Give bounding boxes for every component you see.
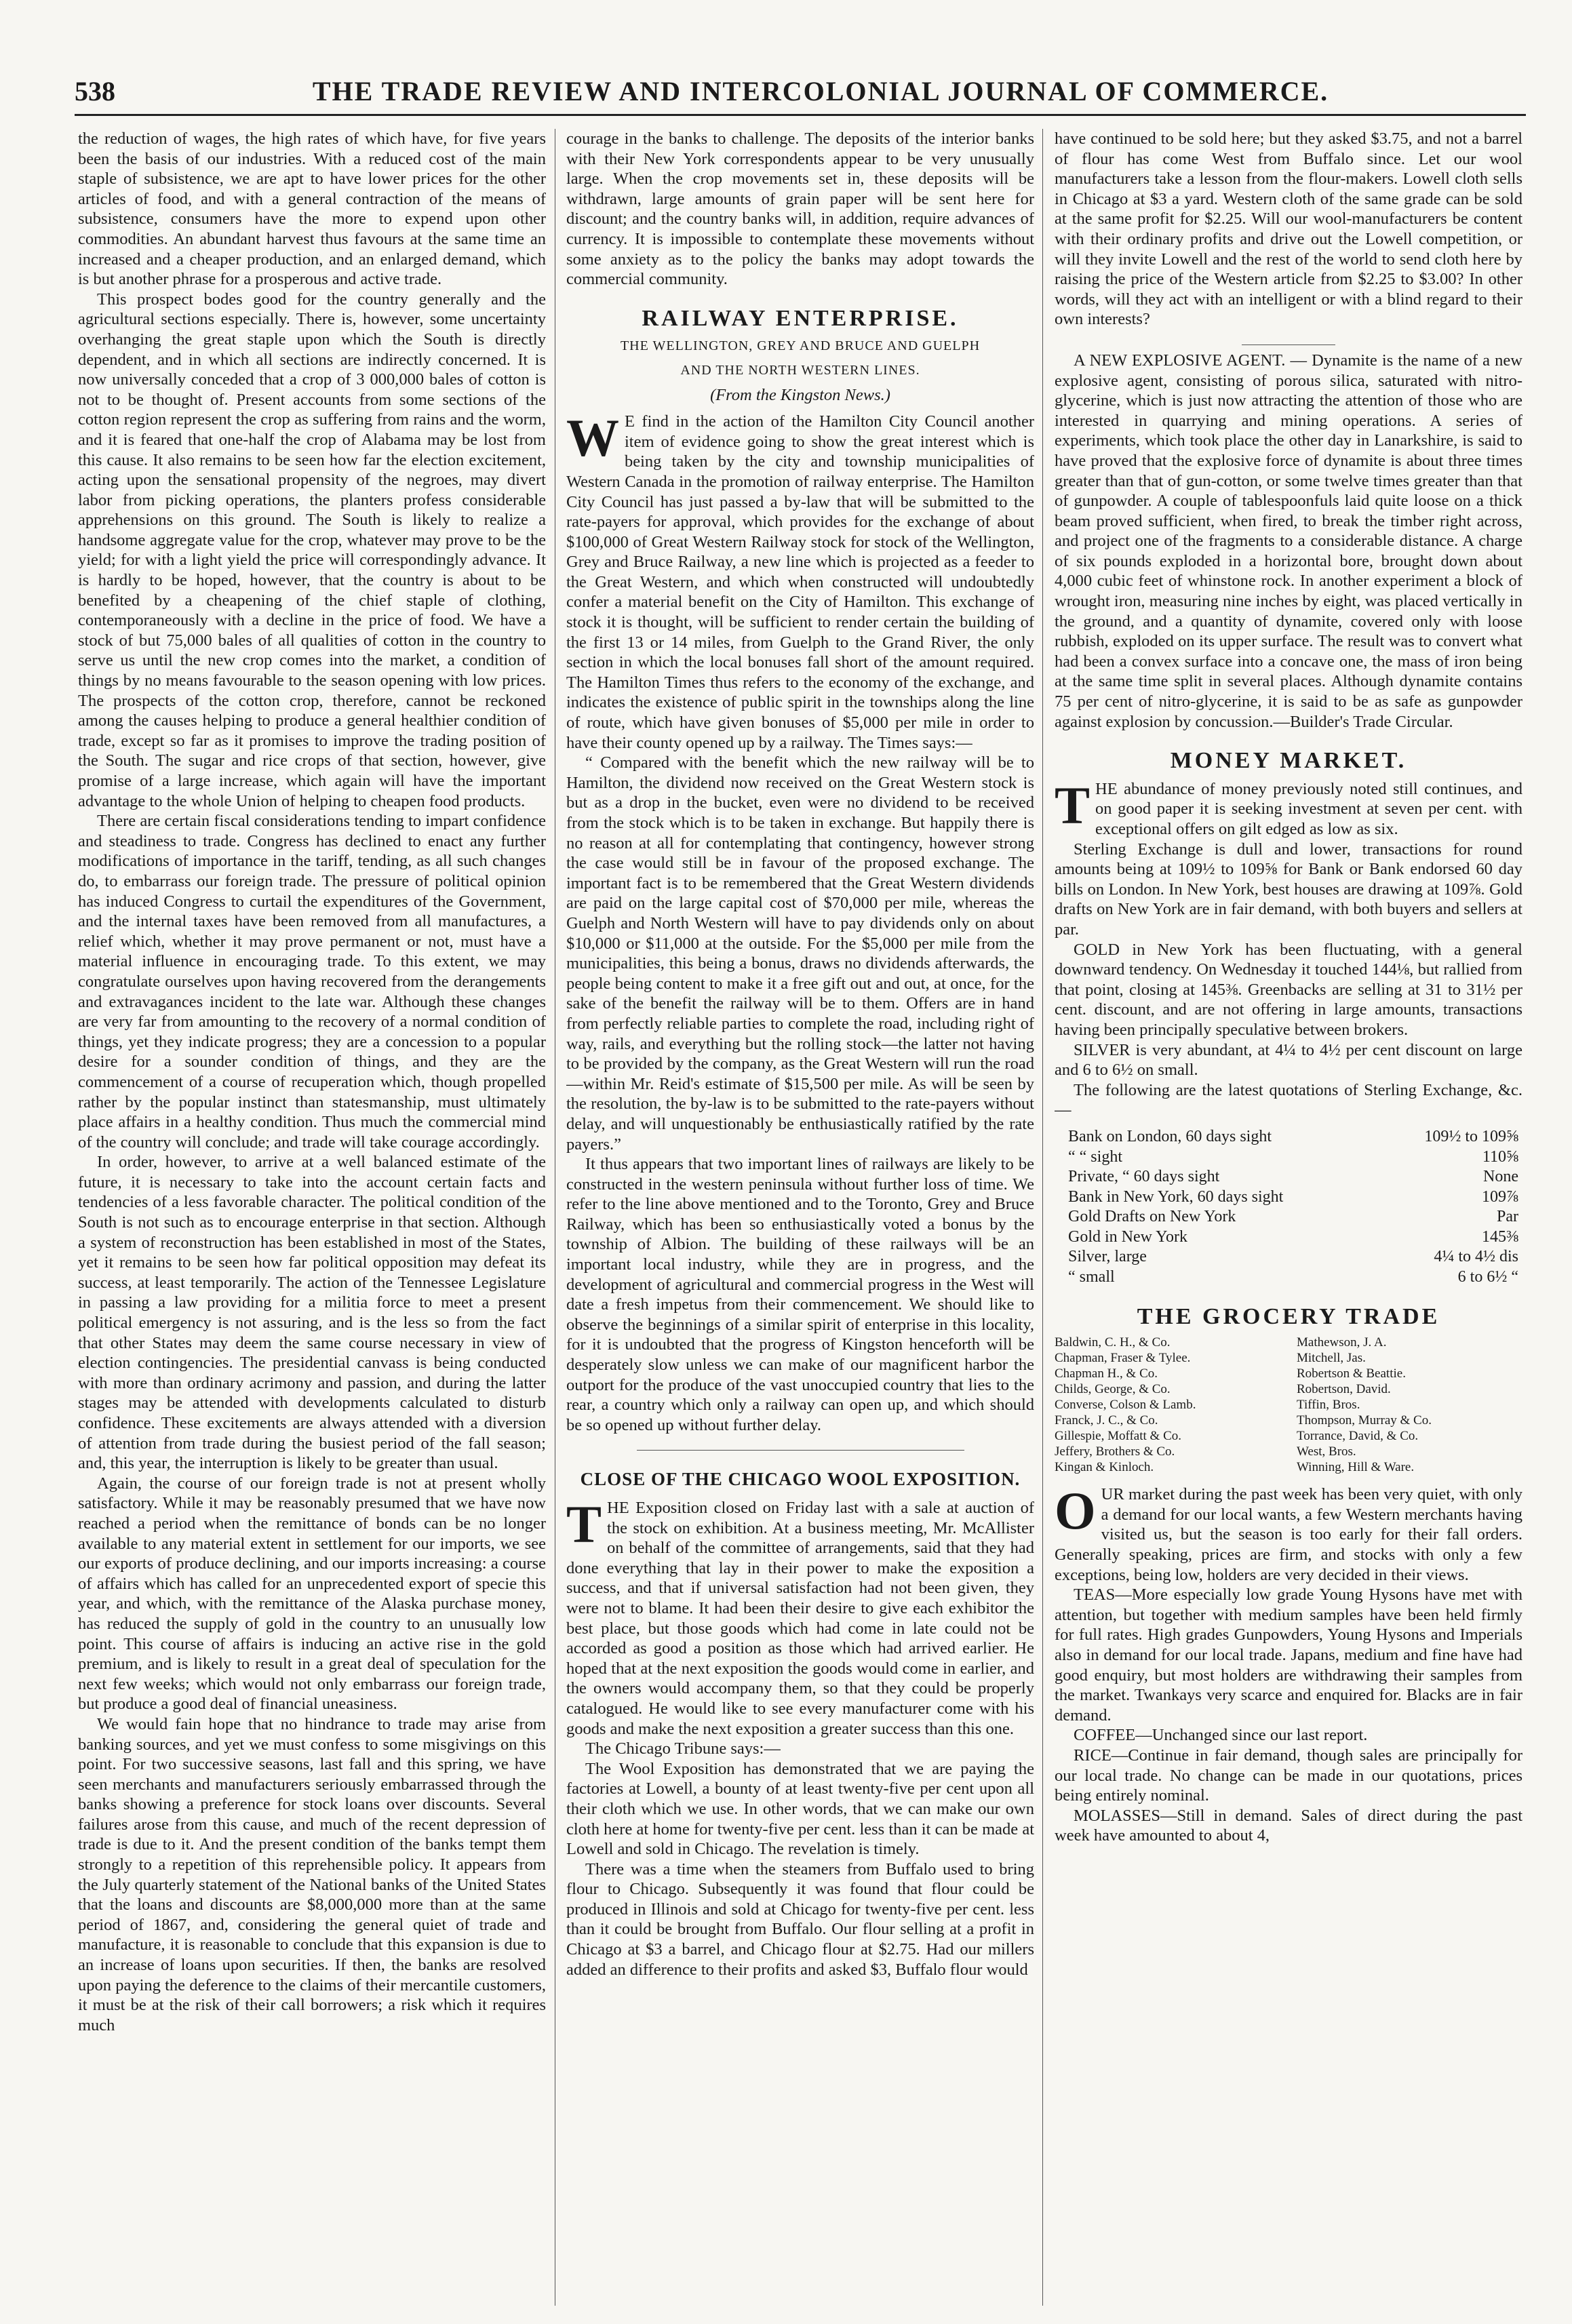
rate-row	[1068, 1227, 1522, 1248]
grocer-firm: Tiffin, Bros.	[1297, 1398, 1360, 1413]
rate-value: None	[1483, 1168, 1518, 1186]
page-header	[75, 60, 1526, 116]
paragraph-text: UR market during the past week has been very quiet, with only a demand for our local wants, a few Western merchants having visited us, but the season is too early for their fall orders. Generally speaking, prices are firm, and stocks with only a few exceptions, being low, holders are very decided in their views.	[1055, 1485, 1522, 1584]
rate-row	[1068, 1167, 1522, 1187]
grocer-firm: Converse, Colson & Lamb.	[1055, 1398, 1196, 1413]
rate-row	[1068, 1127, 1522, 1147]
article-paragraph: This prospect bodes good for the country generally and the agricultural sections especially. There is, however, some uncertainty overhanging the great staple upon which the South is directly dependent, and in which all sections are indirectly concerned. It is now universally conceded that a crop of 3 000,000 bales of cotton is not to be thought of. Present accounts from some sections of the cotton region represent the crop as suffering from rains and the worm, and it is feared that one-half the crop of Alabama may be lost from this cause. It also remains to be seen how far the election excitement, acting upon the sensational propensity of the negroes, may divert labor from picking operations, the planters profess considerable apprehensions on this ground. The South is likely to realize a handsome aggregate value for the crop, whatever may prove to be the yield; for with a light yield the price will correspondingly advance. It is hardly to be hoped, however, that the country is about to be benefited by a cheapening of the chief staple of clothing, contemporaneously with a decline in the price of food. We have a stock of but 75,000 bales of all qualities of cotton in the country to serve us until the new crop comes into the market, a condition of things by no means favourable to the season opening with low prices. The prospects of the cotton crop, therefore, cannot be reckoned among the causes helping to produce a general healthier condition of trade, except so far as it promises to improve the trading position of the South. The sugar and rice crops of that section, however, give promise of a large increase, which again will have the important advantage to the whole Union of helping to cheapen food products.	[78, 290, 546, 810]
article-paragraph: SILVER is very abundant, at 4¼ to 4½ per cent discount on large and 6 to 6½ on small.	[1055, 1040, 1522, 1080]
rate-label: “ small	[1068, 1268, 1115, 1286]
column-2	[566, 129, 1034, 2299]
drop-cap: W	[566, 408, 619, 468]
article-paragraph	[566, 408, 1034, 753]
article-paragraph: The Wool Exposition has demonstrated that we are paying the factories at Lowell, a bounty of at least twenty-five per cent upon all their cloth which we use. In other words, that we can make our own cloth here at home for twenty-five per cent. less than it can be made at Lowell and sold in Chicago. The revelation is timely.	[566, 1759, 1034, 1859]
exchange-rates-table	[1068, 1127, 1522, 1288]
rate-value: 6 to 6½ “	[1457, 1268, 1518, 1286]
rate-label: Silver, large	[1068, 1248, 1147, 1266]
article-paragraph: MOLASSES—Still in demand. Sales of direct during the past week have amounted to about 4,	[1055, 1806, 1522, 1845]
grocer-firm: Kingan & Kinloch.	[1055, 1460, 1154, 1475]
grocer-firm: Gillespie, Moffatt & Co.	[1055, 1429, 1181, 1444]
article-paragraph: GOLD in New York has been fluctuating, with a general downward tendency. On Wednesday it touched 144⅛, but rallied from that point, closing at 145⅜. Greenbacks are selling at 31 to 31½ per cent. discount, and are not offering in large amounts, transactions having been principally speculative between brokers.	[1055, 940, 1522, 1039]
masthead: THE TRADE REVIEW AND INTERCOLONIAL JOURNAL OF COMMERCE.	[312, 76, 1329, 106]
rate-value: Par	[1497, 1208, 1518, 1226]
rate-label: Private, “ 60 days sight	[1068, 1168, 1220, 1186]
article-paragraph: There was a time when the steamers from Buffalo used to bring flour to Chicago. Subsequently it was found that flour could be produced in Illinois and sold at Chicago for twenty-five per cent. less than it could be brought from Buffalo. Our flour selling at a profit in Chicago at $3 a barrel, and Chicago flour at $2.75. Had our millers added an difference to their profits and asked $3, Buffalo flour would	[566, 1859, 1034, 1979]
grocer-list	[1055, 1335, 1522, 1475]
explosive-paragraph: A NEW EXPLOSIVE AGENT. — Dynamite is the name of a new explosive agent, consisting of porous silica, saturated with nitro-glycerine, which is just now attracting the attention of those who are interested in quarrying and mining operations. A series of experiments, which took place the other day in Lanarkshire, is said to have proved that the explosive force of dynamite is about three times greater than that of gun-cotton, or some twelve times greater than that of gunpowder. A couple of tablespoonfuls laid quite loose on a thick beam proved sufficient, when fired, to break the timber right across, and project one of the fragments to a considerable distance. A charge of six pounds exploded in a horizontal bore, brought down about 4,000 cubic feet of whinstone rock. In another experiment a block of wrought iron, measuring nine inches by eight, was placed vertically in the ground, and a quantity of dynamite, covered only with loose rubbish, exploded on its upper surface. The result was to convert what had been a convex surface into a concave one, the mass of iron being at the same time split in several places. Although dynamite contains 75 per cent of nitro-glycerine, it is said to be as safe as gunpowder against explosion by concussion.—Builder's Trade Circular.	[1055, 351, 1522, 731]
rate-value: 109½ to 109⅝	[1424, 1127, 1518, 1145]
article-paragraph: COFFEE—Unchanged since our last report.	[1074, 1726, 1368, 1745]
column-1	[78, 129, 546, 2299]
rate-label: Bank in New York, 60 days sight	[1068, 1187, 1284, 1206]
grocer-firm: Baldwin, C. H., & Co.	[1055, 1335, 1171, 1350]
article-paragraph: have continued to be sold here; but they asked $3.75, and not a barrel of flour has come West from Buffalo since. Let our wool manufacturers take a lesson from the flour-makers. Lowell cloth sells in Chicago at $3 a yard. Western cloth of the same grade can be sold at the same profit for $2.25. Will our wool-manufacturers be content with their ordinary profits and drive out the Lowell competition, or will they invite Lowell and the rest of the world to send cloth here by raising the price of the Western article from $2.25 to $3.00? In other words, will they act with an intelligent or with a blind regard to their own interests?	[1055, 130, 1522, 329]
paragraph-text: E find in the action of the Hamilton City Council another item of evidence going to show the great interest which is being taken by the city and township municipalities of Western Canada in the promotion of railway enterprise. The Hamilton City Council has just passed a by-law that will be submitted to the rate-payers for approval, which provides for the exchange of about $100,000 of Great Western Railway stock for stock of the Wellington, Grey and Bruce Railway, a new line which is projected as a feeder to the Great Western, and which when constructed will undoubtedly confer a material benefit on the City of Hamilton. This exchange of stock it is thought, will be sufficient to render certain the building of the first 13 or 14 miles, from Guelph to the Grand River, the only section in which the local bonuses fall short of the amount required. The Hamilton Times thus refers to the economy of the exchange, and indicates the existence of public spirit in the townships along the line of route, which have given bonuses of $5,000 per mile in order to have their county opened up by a railway. The Times says:—	[566, 412, 1034, 752]
grocer-firm: West, Bros.	[1297, 1444, 1356, 1459]
rate-label: Gold Drafts on New York	[1068, 1208, 1236, 1226]
article-paragraph: TEAS—More especially low grade Young Hysons have met with attention, but together with medium samples have been held firmly for full rates. High grades Gunpowders, Young Hysons and Imperials also in demand for our local trade. Japans, medium and fine have had good enquiry, but most holders are withdrawing their samples from the market. Twankays very scarce and enquired for. Blacks are in fair demand.	[1055, 1586, 1522, 1725]
article-paragraph	[566, 1495, 1034, 1739]
wool-heading: CLOSE OF THE CHICAGO WOOL EXPOSITION.	[580, 1469, 1021, 1490]
article-paragraph	[1055, 775, 1522, 840]
article-paragraph: It thus appears that two important lines of railways are likely to be constructed in the western peninsula without further loss of time. We refer to the line above mentioned and to the Toronto, Grey and Bruce Railway, which has been so enthusiastically voted a bonus by the township of Albion. The building of these railways will be an important local industry, while they are in progress, and the development of agricultural and commercial progress in the West will date a fresh impetus from their commencement. We should like to observe the beginnings of a similar spirit of enterprise in this locality, for it is undoubted that the progress of Kingston henceforth will be desperately slow unless we can make of our magnificent harbor the outport for the produce of the vast unoccupied country that lies to the rear, a country which only a railway can open up, and which should be so opened up without further delay.	[566, 1155, 1034, 1434]
grocer-firm: Childs, George, & Co.	[1055, 1382, 1171, 1397]
article-paragraph: “ Compared with the benefit which the new railway will be to Hamilton, the dividend now received on the Great Western stock is but as a drop in the bucket, even were no dividend to be received from the stock which is to be taken in exchange. But happily there is no reason at all for contemplating that contingency, however strong the case would still be in favour of the proposed exchange. The important fact is to be remembered that the Great Western dividends are paid on the large capital cost of $70,000 per mile, whereas the Guelph and North Western will have to pay dividends only on about $10,000 or $11,000 at the outside. For the $5,000 per mile from the municipalities, this being a bonus, draws no dividends afterwards, the people being content to make it a free gift out and out, at once, for the sake of the benefit the railway will be to them. Offers are in hand from perfectly reliable parties to complete the road, including right of way, rails, and everything but the rolling stock—the latter not having to be provided by the company, as the Great Western will run the road—within Mr. Reid's estimate of $15,500 per mile. As will be seen by the resolution, the by-law is to be submitted to the rate-payers without delay, and will unquestionably be enthusiastically ratified by the rate payers.”	[566, 753, 1034, 1154]
drop-cap: O	[1055, 1481, 1096, 1541]
grocer-firm: Robertson & Beattie.	[1297, 1366, 1406, 1381]
article-paragraph: The Chicago Tribune says:—	[585, 1739, 781, 1758]
grocer-firm: Thompson, Murray & Co.	[1297, 1413, 1432, 1428]
section-divider	[637, 1450, 964, 1451]
rate-value: 4¼ to 4½ dis	[1434, 1248, 1518, 1266]
grocer-firm: Robertson, David.	[1297, 1382, 1391, 1397]
grocer-firm: Franck, J. C., & Co.	[1055, 1413, 1158, 1428]
article-paragraph: There are certain fiscal considerations tending to impart confidence and steadiness to trade. Congress has declined to enact any further modifications of importance in the tariff, tending, as all such changes do, to embarrass our foreign trade. The pressure of political opinion has induced Congress to curtail the expenditures of the Government, and the internal taxes have been removed from all manufactures, a relief which, whether it may prove permanent or not, must have a material influence in encouraging trade. To this extent, we may congratulate ourselves upon having recovered from the derangements and extravagances incident to the late war. Although these changes are very far from amounting to the recovery of a normal condition of things, yet they indicate progress; they are a concession to a popular desire for a sounder condition of things, and they are the commencement of a course of recuperation which, though propelled rather by the popular instinct than statesmanship, must ultimately place affairs in a healthy condition. Thus much the commercial mind of the country will conclude; and trade will take courage accordingly.	[78, 812, 546, 1151]
grocer-firm: Mathewson, J. A.	[1297, 1335, 1387, 1350]
grocer-firm: Mitchell, Jas.	[1297, 1351, 1366, 1366]
article-paragraph: The following are the latest quotations of Sterling Exchange, &c.—	[1055, 1080, 1522, 1120]
article-paragraph: RICE—Continue in fair demand, though sales are principally for our local trade. No change can be made in our quotations, prices being entirely nominal.	[1055, 1746, 1522, 1805]
money-heading: MONEY MARKET.	[1170, 748, 1407, 774]
article-paragraph: courage in the banks to challenge. The deposits of the interior banks with their New York correspondents appear to be very unusually large. When the crop movements set in, these deposits will be withdrawn, large amounts of grain paper will be sent here for discount; and the country banks will, in addition, require advances of currency. It is impossible to contemplate these movements without some anxiety as to the policy the banks may adopt towards the commercial community.	[566, 130, 1034, 289]
paragraph-text: HE abundance of money previously noted still continues, and on good paper it is seeking investment at seven per cent. with exceptional offers on gilt edged as low as six.	[1095, 779, 1522, 838]
column-rule	[1042, 129, 1043, 2306]
page-number: 538	[75, 76, 115, 106]
railway-source: (From the Kingston News.)	[710, 385, 890, 404]
rate-value: 145⅜	[1482, 1227, 1518, 1246]
rate-value: 109⅞	[1482, 1187, 1518, 1206]
article-paragraph: Again, the course of our foreign trade is not at present wholly satisfactory. While it may be reasonably presumed that we have now reached a period when the remittance of bonds can be no longer available to any material extent in settlement for our imports, we see our exports of produce declining, and our imports increasing: a course of affairs which has called for an unprecedented export of specie this year, and which, with the remittance of the Alaska purchase money, has reduced the supply of gold in the country to an unusually low point. This course of affairs is inducing an active rise in the gold premium, and is likely to result in a great deal of speculation for the next few weeks; which would not only embarrass our foreign trade, but produce a good deal of financial uneasiness.	[78, 1474, 546, 1714]
rate-row	[1068, 1187, 1522, 1208]
rate-label: “ “ sight	[1068, 1147, 1122, 1166]
article-paragraph	[1055, 1481, 1522, 1585]
rate-label: Bank on London, 60 days sight	[1068, 1127, 1272, 1145]
grocer-firm: Jeffery, Brothers & Co.	[1055, 1444, 1175, 1459]
grocer-firm: Torrance, David, & Co.	[1297, 1429, 1419, 1444]
article-paragraph: Sterling Exchange is dull and lower, transactions for round amounts being at 109½ to 109⅝ for Bank or Bank endorsed 60 day bills on London. In New York, best houses are drawing at 109⅞. Gold drafts on New York are in fair demand, with both buyers and sellers at par.	[1055, 840, 1522, 939]
rate-row	[1068, 1207, 1522, 1227]
grocer-firm: Chapman, Fraser & Tylee.	[1055, 1351, 1191, 1366]
grocer-firm: Chapman H., & Co.	[1055, 1366, 1158, 1381]
article-paragraph: In order, however, to arrive at a well balanced estimate of the future, it is necessary to take into the account certain facts and tendencies of a less favorable character. The political condition of the South is not such as to encourage enterprise in that section. Although a system of reconstruction has been established in most of the States, yet it remains to be seen how far political opposition may defeat its success, at least temporarily. The action of the Tennessee Legislature in passing a law providing for a militia force to meet a present political emergency is not assuring, and is the less so from the fact that other States may deem the same course necessary in view of election contingencies. The presidential canvass is being conducted with more than ordinary acrimony and passion, and during the latter stages may be attended with developments calculated to disturb confidence. These excitements are always attended with a diversion of attention from trade during the busiest period of the fall season; and, this year, the interruption is likely to be greater than usual.	[78, 1153, 546, 1473]
rate-row	[1068, 1267, 1522, 1288]
column-3	[1055, 129, 1522, 2299]
article-paragraph: the reduction of wages, the high rates of which have, for five years been the basis of our industries. With a reduced cost of the main staple of subsistence, we are apt to have lower prices for the other articles of food, and with a general contraction of the means of subsistence, consumers have the more to expend upon other commodities. An abundant harvest thus favours at the same time an increased and a cheaper production, and an enlarged demand, which is but another phrase for a prosperous and active trade.	[78, 130, 546, 289]
paragraph-text: HE Exposition closed on Friday last with a sale at auction of the stock on exhibition. At a business meeting, Mr. McAllister on behalf of the committee of arrangements, said that they had done everything that lay in their power to make the exposition a success, and that if universal satisfaction had not been given, they were not to blame. It had been their desire to give each exhibitor the best place, but those goods which had come in late could not be accorded as good a position as those which had arrived earlier. He hoped that at the next exposition the goods would come in earlier, and the owners would accompany them, so that they could be properly catalogued. He would like to see every manufacturer come with his goods and make the next exposition a greater success than this one.	[566, 1499, 1034, 1738]
rate-label: Gold in New York	[1068, 1227, 1188, 1246]
railway-subheading: THE WELLINGTON, GREY AND BRUCE AND GUELPH	[620, 338, 981, 354]
rate-row	[1068, 1247, 1522, 1267]
railway-subheading: AND THE NORTH WESTERN LINES.	[680, 362, 920, 378]
article-paragraph: We would fain hope that no hindrance to trade may arise from banking sources, and yet we must confess to some misgivings on this point. For two successive seasons, last fall and this spring, we have seen merchants and manufacturers seriously embarrassed through the banks showing a preference for stock loans over discounts. Several failures arose from this cause, and much of the recent depression of trade is due to it. And the present condition of the banks tempt them strongly to a repetition of this reprehensible policy. It appears from the July quarterly statement of the National banks of the United States that the loans and discounts are $8,000,000 more than at the same period of 1867, and, considering the general quiet of trade and manufacture, it is reasonable to conclude that this expansion is due to an increase of loans upon securities. If then, the banks are resolved upon paying the deference to the claims of their mercantile customers, it must be at the risk of their call borrowers; a risk which it requires much	[78, 1714, 546, 2034]
railway-heading: RAILWAY ENTERPRISE.	[642, 305, 959, 331]
rate-row	[1068, 1147, 1522, 1168]
drop-cap: T	[1055, 775, 1090, 835]
rate-value: 110⅝	[1482, 1147, 1518, 1166]
drop-cap: T	[566, 1495, 602, 1554]
section-divider	[1242, 344, 1335, 345]
grocer-firm: Winning, Hill & Ware.	[1297, 1460, 1415, 1475]
grocery-heading: THE GROCERY TRADE	[1137, 1303, 1440, 1329]
